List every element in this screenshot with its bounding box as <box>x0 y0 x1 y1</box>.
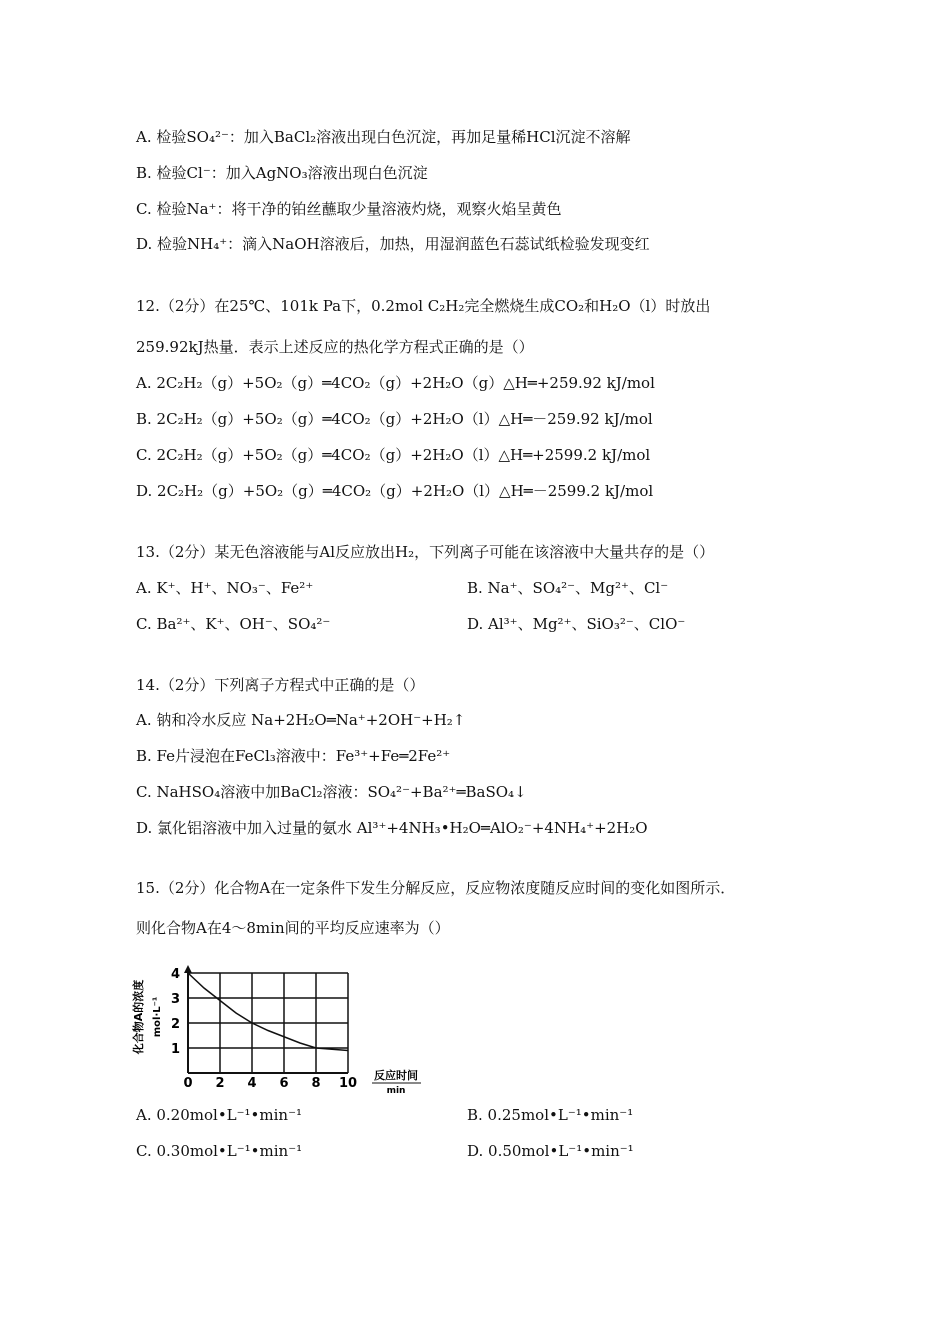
q15-option-d: D. 0.50mol•L⁻¹•min⁻¹ <box>467 1142 634 1160</box>
x-axis-unit: min <box>386 1086 406 1096</box>
q12-stem-line2: 259.92kJ热量．表示上述反应的热化学方程式正确的是（） <box>136 338 534 356</box>
q14-option-b: B. Fe片浸泡在FeCl₃溶液中：Fe³⁺+Fe═2Fe²⁺ <box>136 747 451 765</box>
chart-grid <box>184 965 348 1073</box>
x-axis-label: 反应时间 <box>374 1069 418 1082</box>
q15-option-b: B. 0.25mol•L⁻¹•min⁻¹ <box>467 1106 634 1124</box>
x-tick-label: 10 <box>338 1076 358 1091</box>
q15-option-a: A. 0.20mol•L⁻¹•min⁻¹ <box>136 1106 303 1124</box>
x-tick-label: 0 <box>183 1076 193 1091</box>
q11-option-b: B. 检验Cl⁻：加入AgNO₃溶液出现白色沉淀 <box>136 164 428 182</box>
x-tick-label: 4 <box>247 1076 257 1091</box>
q13-option-c: C. Ba²⁺、K⁺、OH⁻、SO₄²⁻ <box>136 615 331 633</box>
q12-option-a: A. 2C₂H₂（g）+5O₂（g）═4CO₂（g）+2H₂O（g）△H═+259.92 kJ/mol <box>136 374 655 392</box>
q15-option-c: C. 0.30mol•L⁻¹•min⁻¹ <box>136 1142 303 1160</box>
q12-option-d: D. 2C₂H₂（g）+5O₂（g）═4CO₂（g）+2H₂O（l）△H═－2599.2 kJ/mol <box>136 482 654 500</box>
x-tick-label: 2 <box>215 1076 225 1091</box>
q13-option-a: A. K⁺、H⁺、NO₃⁻、Fe²⁺ <box>136 579 314 597</box>
y-tick-label: 3 <box>170 992 180 1007</box>
q15-stem-line2: 则化合物A在4～8min间的平均反应速率为（） <box>136 919 450 937</box>
q11-option-c: C. 检验Na⁺：将干净的铂丝蘸取少量溶液灼烧，观察火焰呈黄色 <box>136 200 562 218</box>
concentration-curve <box>188 973 348 1051</box>
q11-option-a: A. 检验SO₄²⁻：加入BaCl₂溶液出现白色沉淀，再加足量稀HCl沉淀不溶解 <box>136 128 631 146</box>
y-tick-label: 4 <box>170 967 180 982</box>
q14-option-c: C. NaHSO₄溶液中加BaCl₂溶液：SO₄²⁻+Ba²⁺═BaSO₄↓ <box>136 783 527 801</box>
y-axis-arrow <box>184 965 192 973</box>
q13-option-d: D. Al³⁺、Mg²⁺、SiO₃²⁻、ClO⁻ <box>467 615 686 633</box>
y-axis-unit: mol·L⁻¹ <box>152 996 163 1038</box>
y-tick-label: 1 <box>170 1042 180 1057</box>
q12-option-c: C. 2C₂H₂（g）+5O₂（g）═4CO₂（g）+2H₂O（l）△H═+2599.2 kJ/mol <box>136 446 651 464</box>
q14-stem: 14.（2分）下列离子方程式中正确的是（） <box>136 676 425 694</box>
concentration-time-chart <box>126 955 446 1105</box>
q12-option-b: B. 2C₂H₂（g）+5O₂（g）═4CO₂（g）+2H₂O（l）△H═－259.92 kJ/mol <box>136 410 653 428</box>
q15-stem-line1: 15.（2分）化合物A在一定条件下发生分解反应，反应物浓度随反应时间的变化如图所示． <box>136 879 736 897</box>
y-tick-label: 2 <box>170 1017 180 1032</box>
x-tick-label: 8 <box>311 1076 321 1091</box>
y-axis-label: 化合物A的浓度 <box>132 979 145 1055</box>
q14-option-d: D. 氯化铝溶液中加入过量的氨水 Al³⁺+4NH₃•H₂O═AlO₂⁻+4NH₄⁺+2H₂O <box>136 819 648 837</box>
q13-option-b: B. Na⁺、SO₄²⁻、Mg²⁺、Cl⁻ <box>467 579 669 597</box>
q13-stem: 13.（2分）某无色溶液能与Al反应放出H₂，下列离子可能在该溶液中大量共存的是（） <box>136 543 715 561</box>
q11-option-d: D. 检验NH₄⁺：滴入NaOH溶液后，加热，用湿润蓝色石蕊试纸检验发现变红 <box>136 235 650 253</box>
q12-stem-line1: 12.（2分）在25℃、101k Pa下，0.2mol C₂H₂完全燃烧生成CO₂和H₂O（l）时放出 <box>136 297 711 315</box>
x-tick-label: 6 <box>279 1076 289 1091</box>
q14-option-a: A. 钠和冷水反应 Na+2H₂O═Na⁺+2OH⁻+H₂↑ <box>136 711 466 729</box>
